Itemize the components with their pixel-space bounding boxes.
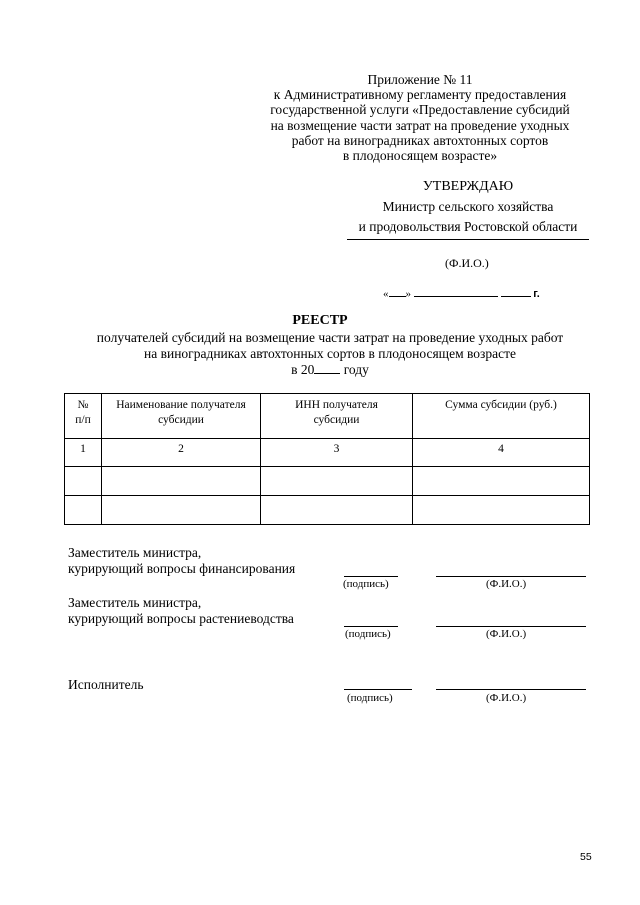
table-cell[interactable] [65, 496, 102, 525]
table-cell[interactable] [102, 467, 261, 496]
page-number: 55 [580, 851, 592, 863]
table-cell[interactable] [261, 496, 413, 525]
approval-date-field [383, 287, 540, 300]
fio-caption: (Ф.И.О.) [486, 692, 527, 704]
signature-line [344, 576, 398, 577]
date-month-blank [414, 287, 498, 297]
registry-subtitle-line1: получателей субсидий на возмещение части затрат на проведение уходных работ [96, 330, 564, 345]
approval-minister-line2: и продовольствия Ростовской области [358, 219, 578, 234]
signature-caption: (подпись) [347, 692, 393, 704]
fio-caption: (Ф.И.О.) [486, 628, 527, 640]
approval-fio-caption: (Ф.И.О.) [445, 256, 489, 270]
header-cell-amount: Сумма субсидии (руб.) [413, 394, 590, 439]
signature-label-crop: Заместитель министра, курирующий вопросы растениеводства [68, 595, 294, 626]
fio-line [436, 626, 586, 627]
date-quote-close: » [405, 288, 411, 300]
signature-caption: (подпись) [345, 628, 391, 640]
table-numbering-row [65, 439, 590, 467]
signature-label-finance: Заместитель министра, курирующий вопросы финансирования [68, 545, 296, 576]
appendix-header [240, 72, 600, 163]
registry-table [64, 393, 590, 525]
appendix-line: к Административному регламенту предоставления [273, 87, 567, 103]
table-cell[interactable] [65, 467, 102, 496]
date-year-suffix: г. [533, 288, 540, 300]
column-number-cell: 1 [65, 439, 102, 467]
approval-signature-line [347, 239, 589, 240]
registry-subtitle-line2: на виноградниках автохтонных сортов в плодоносящем возрасте [144, 346, 516, 361]
fio-line [436, 689, 586, 690]
column-number-cell: 4 [413, 439, 590, 467]
fio-line [436, 576, 586, 577]
appendix-line: Приложение № 11 [367, 72, 473, 87]
signature-label-executor: Исполнитель [68, 677, 144, 692]
fio-caption: (Ф.И.О.) [486, 578, 527, 590]
registry-subtitle [60, 330, 600, 378]
approval-block [330, 177, 606, 237]
column-number-cell: 2 [102, 439, 261, 467]
date-day-blank [389, 287, 406, 297]
table-cell[interactable] [413, 496, 590, 525]
appendix-line: работ на виноградниках автохтонных сортов [291, 132, 549, 148]
header-cell-name: Наименование получателя субсидии [102, 394, 261, 439]
approval-title: УТВЕРЖДАЮ [422, 179, 514, 194]
table-cell[interactable] [413, 467, 590, 496]
table-row [65, 467, 590, 496]
registry-year-prefix: в 20 [291, 362, 315, 377]
registry-year-line [60, 362, 600, 378]
header-cell-number: № п/п [65, 394, 102, 439]
appendix-line: в плодоносящем возрасте» [342, 148, 498, 164]
table-header-row [65, 394, 590, 439]
table-cell[interactable] [102, 496, 261, 525]
appendix-line: на возмещение части затрат на проведение уходных [270, 117, 570, 133]
approval-minister-line1: Министр сельского хозяйства [382, 199, 554, 214]
column-number-cell: 3 [261, 439, 413, 467]
date-quote-open: « [383, 288, 389, 300]
table-cell[interactable] [261, 467, 413, 496]
header-cell-inn: ИНН получателя субсидии [261, 394, 413, 439]
signature-caption: (подпись) [343, 578, 389, 590]
signature-line [344, 689, 412, 690]
appendix-line: государственной услуги «Предоставление субсидий [270, 102, 570, 118]
signature-line [344, 626, 398, 627]
table-row [65, 496, 590, 525]
registry-year-suffix: году [343, 362, 369, 377]
date-year-blank [501, 287, 531, 297]
registry-title: РЕЕСТР [292, 313, 348, 328]
registry-year-blank [314, 362, 340, 374]
